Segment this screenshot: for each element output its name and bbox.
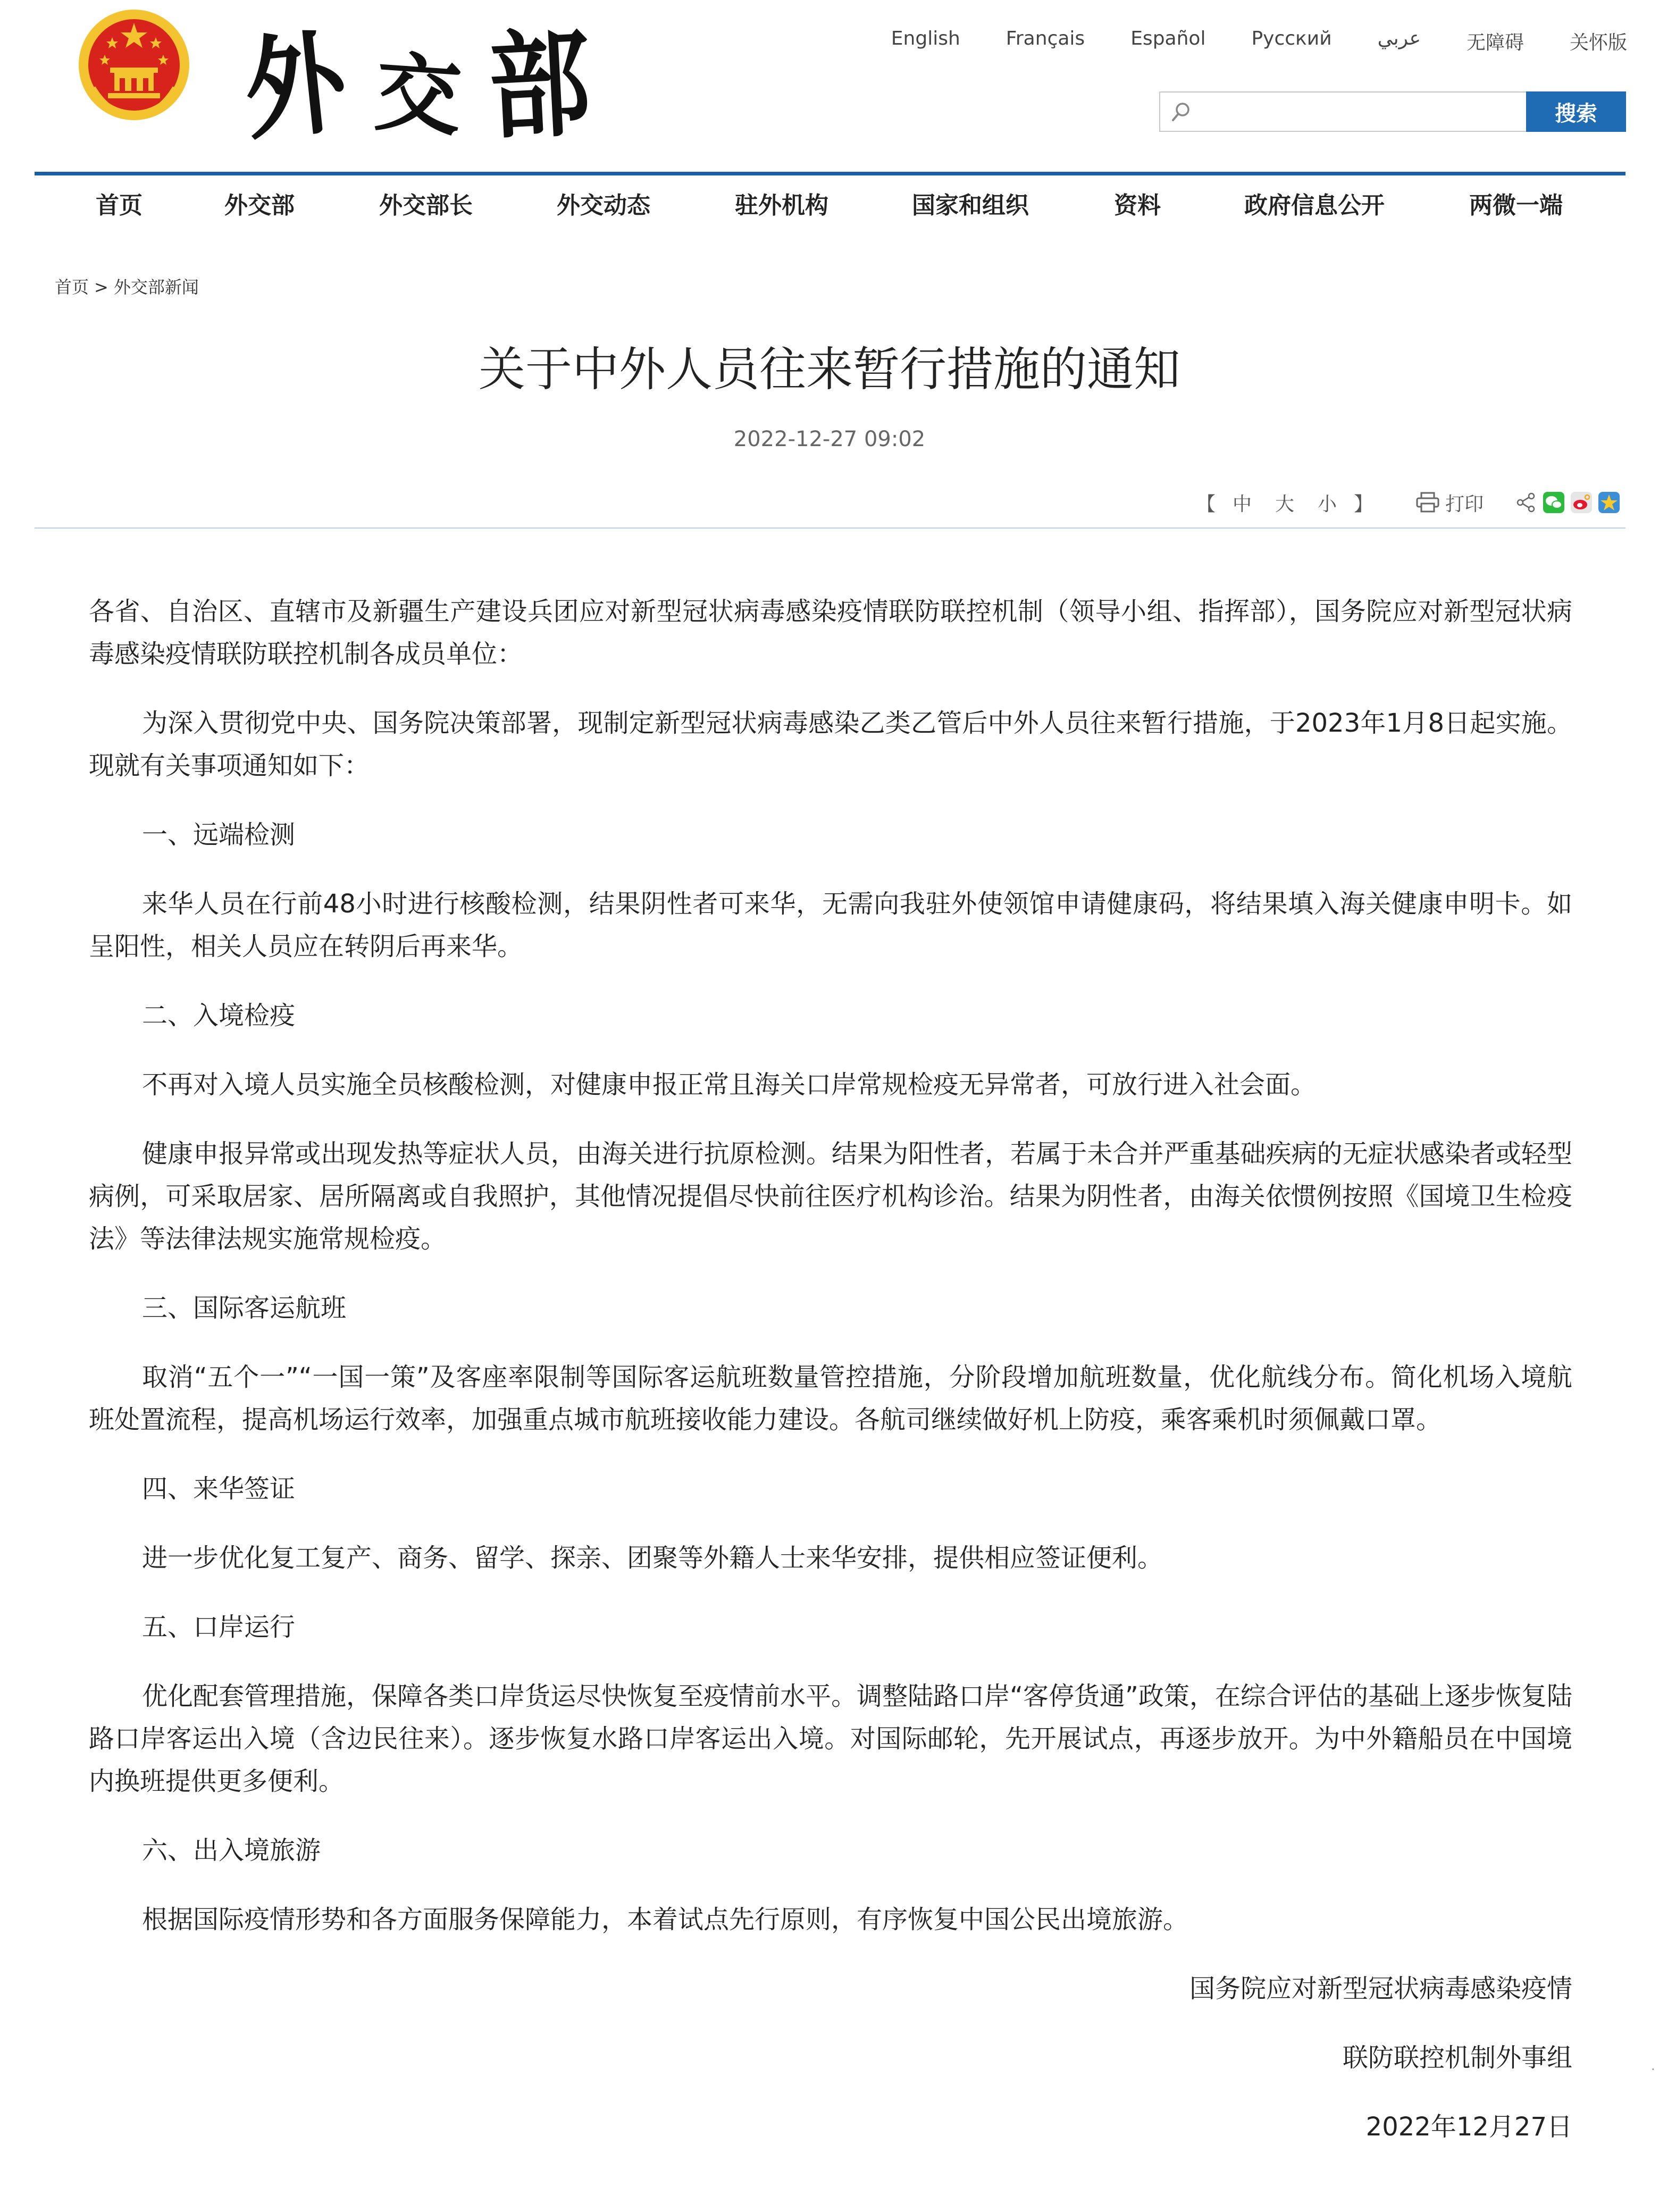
font-size-small-button[interactable]: 小: [1318, 493, 1337, 515]
nav-item-government-info[interactable]: 政府信息公开: [1244, 192, 1385, 219]
font-size-bracket-close: 】: [1354, 493, 1373, 515]
national-emblem-icon[interactable]: [77, 8, 191, 122]
edge-decoration: ·: [1651, 2062, 1655, 2077]
share-icon[interactable]: [1515, 492, 1537, 513]
paragraph-intro: 为深入贯彻党中央、国务院决策部署，现制定新型冠状病毒感染乙类乙管后中外人员往来暂行措施，于2023年1月8日起实施。现就有关事项通知如下：: [89, 708, 1572, 781]
nav-item-diplomatic-news[interactable]: 外交动态: [557, 192, 650, 219]
print-button[interactable]: [1415, 489, 1484, 516]
lang-french-link[interactable]: Français: [1006, 28, 1085, 49]
lang-spanish-link[interactable]: Español: [1130, 28, 1206, 49]
share-group: [1515, 492, 1620, 513]
section-heading-1: 一、远端检测: [142, 820, 296, 850]
nav-item-countries-organizations[interactable]: 国家和组织: [912, 192, 1029, 219]
breadcrumb-current-link[interactable]: 外交部新闻: [113, 277, 199, 297]
paragraph-4: 进一步优化复工复产、商务、留学、探亲、团聚等外籍人士来华安排，提供相应签证便利。: [142, 1543, 1163, 1573]
paragraph-2a: 不再对入境人员实施全员核酸检测，对健康申报正常且海关口岸常规检疫无异常者，可放行进入社会面。: [142, 1070, 1317, 1100]
main-nav: [35, 186, 1626, 229]
breadcrumb-separator: >: [94, 277, 108, 297]
paragraph-6: 根据国际疫情形势和各方面服务保障能力，本着试点先行原则，有序恢复中国公民出境旅游。: [142, 1905, 1189, 1934]
font-size-large-button[interactable]: 大: [1275, 493, 1295, 515]
nav-item-resources[interactable]: 资料: [1114, 192, 1161, 219]
section-heading-4: 四、来华签证: [142, 1474, 296, 1504]
header-divider: [35, 172, 1626, 175]
print-label: 打印: [1445, 493, 1484, 515]
language-bar: [845, 28, 1627, 55]
font-size-bracket-open: 【: [1196, 493, 1216, 515]
title-divider: [35, 527, 1626, 529]
printer-icon: [1415, 492, 1440, 513]
signature-org-line-1: 国务院应对新型冠状病毒感染疫情: [1189, 1974, 1572, 2004]
nav-item-missions-abroad[interactable]: 驻外机构: [735, 192, 828, 219]
accessibility-link[interactable]: 无障碍: [1466, 32, 1524, 54]
section-heading-6: 六、出入境旅游: [142, 1836, 321, 1865]
search-input[interactable]: [1199, 96, 1520, 129]
paragraph-2b: 健康申报异常或出现发热等症状人员，由海关进行抗原检测。结果为阳性者，若属于未合并严重基础疾病的无症状感染者或轻型病例，可采取居家、居所隔离或自我照护，其他情况提倡尽快前往医疗机构诊治。结果为阴性者，由海关依惯例按照《国境卫生检疫法》等法律法规实施常规检疫。: [89, 1139, 1572, 1254]
wechat-share-icon[interactable]: [1543, 492, 1564, 513]
publish-date: 2022-12-27 09:02: [733, 427, 926, 451]
lang-arabic-link[interactable]: عربي: [1377, 28, 1421, 49]
nav-item-minister[interactable]: 外交部长: [379, 192, 473, 219]
weibo-share-icon[interactable]: [1571, 492, 1592, 513]
elder-care-mode-link[interactable]: 关怀版: [1569, 32, 1627, 54]
nav-item-ministry[interactable]: 外交部: [224, 192, 295, 219]
search-box: [1159, 91, 1526, 132]
nav-item-weibo-wechat-app[interactable]: 两微一端: [1469, 192, 1563, 219]
breadcrumb: [55, 274, 204, 298]
section-heading-5: 五、口岸运行: [142, 1612, 296, 1642]
qzone-share-icon[interactable]: [1598, 492, 1620, 513]
paragraph-3: 取消“五个一”“一国一策”及客座率限制等国际客运航班数量管控措施，分阶段增加航班数量，优化航线分布。简化机场入境航班处置流程，提高机场运行效率，加强重点城市航班接收能力建设。各航司继续做好机上防疫，乘客乘机时须佩戴口罩。: [89, 1362, 1572, 1435]
section-heading-3: 三、国际客运航班: [142, 1293, 347, 1323]
section-heading-2: 二、入境检疫: [142, 1001, 296, 1030]
lang-russian-link[interactable]: Русский: [1251, 28, 1332, 49]
logo-char-2: 交: [372, 41, 483, 149]
paragraph-addressees: 各省、自治区、直辖市及新疆生产建设兵团应对新型冠状病毒感染疫情联防联控机制（领导小组、指挥部），国务院应对新型冠状病毒感染疫情联防联控机制各成员单位：: [89, 597, 1572, 669]
nav-item-home[interactable]: 首页: [96, 192, 143, 219]
search-button[interactable]: 搜索: [1526, 91, 1626, 132]
signature-date: 2022年12月27日: [1365, 2112, 1572, 2142]
lang-english-link[interactable]: English: [891, 28, 960, 49]
logo-char-3: 部: [485, 13, 615, 156]
font-size-medium-button[interactable]: 中: [1233, 493, 1252, 515]
signature-org-line-2: 联防联控机制外事组: [1342, 2043, 1572, 2073]
page-title: 关于中外人员往来暂行措施的通知: [478, 342, 1180, 397]
breadcrumb-home-link[interactable]: 首页: [55, 277, 89, 297]
paragraph-5: 优化配套管理措施，保障各类口岸货运尽快恢复至疫情前水平。调整陆路口岸“客停货通”政策，在综合评估的基础上逐步恢复陆路口岸客运出入境（含边民往来）。逐步恢复水路口岸客运出入境。对国际邮轮，先开展试点，再逐步放开。为中外籍船员在中国境内换班提供更多便利。: [89, 1681, 1572, 1796]
search-icon: [1169, 100, 1193, 124]
logo-char-1: 外: [238, 13, 374, 156]
site-logo-calligraphy[interactable]: [238, 5, 615, 165]
paragraph-1: 来华人员在行前48小时进行核酸检测，结果阴性者可来华，无需向我驻外使领馆申请健康码，将结果填入海关健康申明卡。如呈阳性，相关人员应在转阴后再来华。: [89, 889, 1572, 961]
article-body: [89, 590, 1572, 2175]
article-tools: [1191, 487, 1620, 518]
